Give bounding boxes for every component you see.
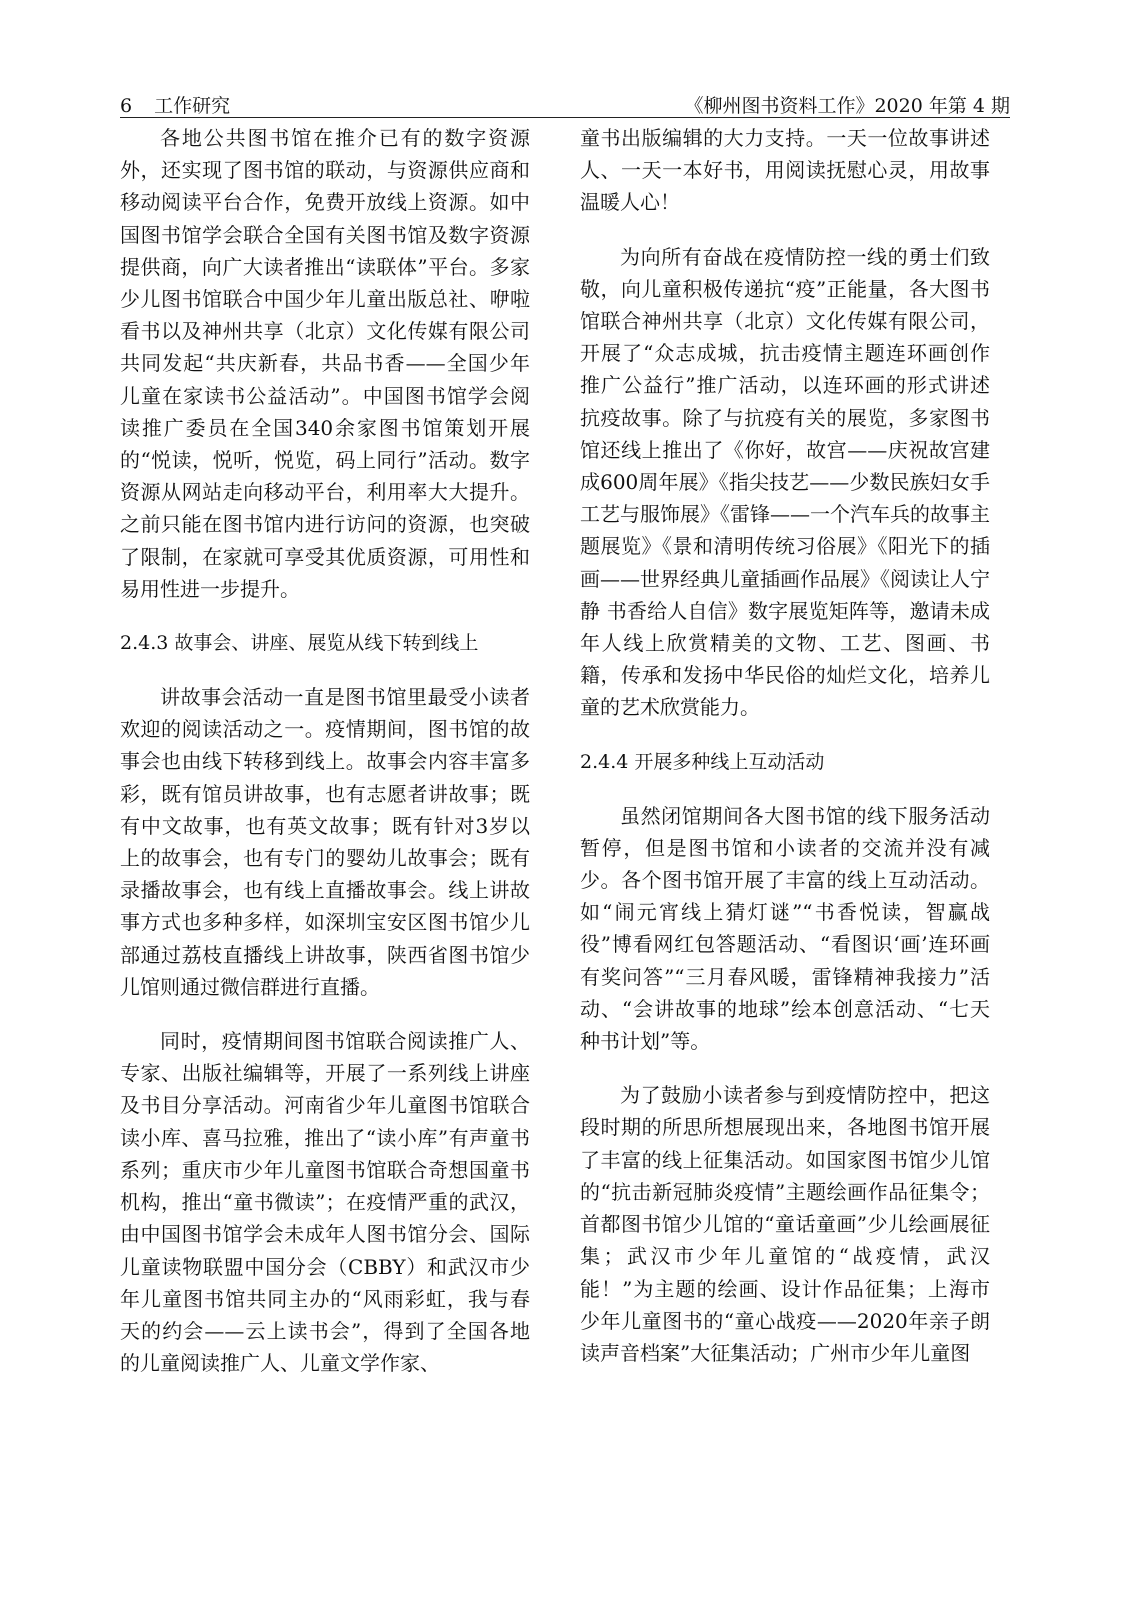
heading-2-4-4: 2.4.4 开展多种线上互动活动 <box>580 750 825 773</box>
header-left <box>120 92 230 120</box>
paragraph-story-sessions: 讲故事会活动一直是图书馆里最受小读者欢迎的阅读活动之一。疫情期间，图书馆的故事会也由线下转移到线上。故事会内容丰富多彩，既有馆员讲故事，也有志愿者讲故事；既有中文故事，也有英文故事；既有针对3岁以上的故事会，也有专门的婴幼儿故事会；既有录播故事会，也有线上直播故事会。线上讲故事方式也多种多样，如深圳宝安区图书馆少儿部通过荔枝直播线上讲故事，陕西省图书馆少儿馆则通过微信群进行直播。 <box>120 685 530 999</box>
paragraph-interactive-activities: 虽然闭馆期间各大图书馆的线下服务活动暂停，但是图书馆和小读者的交流并没有减少。各个图书馆开展了丰富的线上互动活动。如“闹元宵线上猜灯谜”“书香悦读，智赢战役”博看网红包答题活动、“看图识‘画’连环画有奖问答”“三月春风暖，雷锋精神我接力”活动、“会讲故事的地球”绘本创意活动、“七天种书计划”等。 <box>580 803 990 1054</box>
page-number: 6 <box>120 95 133 117</box>
paragraph-lectures-continued: 童书出版编辑的大力支持。一天一位故事讲述人、一天一本好书，用阅读抚慰心灵，用故事温暖人心！ <box>580 126 990 215</box>
right-column <box>580 122 990 1369</box>
section-title: 工作研究 <box>154 95 231 117</box>
header-rule <box>120 117 1010 118</box>
paragraph-exhibitions: 为向所有奋战在疫情防控一线的勇士们致敬，向儿童积极传递抗“疫”正能量，各大图书馆联合神州共享（北京）文化传媒有限公司，开展了“众志成城，抗击疫情主题连环画创作推广公益行”推广活动，以连环画的形式讲述抗疫故事。除了与抗疫有关的展览，多家图书馆还线上推出了《你好，故宫——庆祝故宫建成600周年展》《指尖技艺——少数民族妇女手工艺与服饰展》《雷锋——一个汽车兵的故事主题展览》《景和清明传统习俗展》《阳光下的插画——世界经典儿童插画作品展》《阅读让人宁静 书香给人自信》数字展览矩阵等，邀请未成年人线上欣赏精美的文物、工艺、图画、书籍，传承和发扬中华民俗的灿烂文化，培养儿童的艺术欣赏能力。 <box>580 244 990 720</box>
journal-title: 《柳州图书资料工作》2020 年第 4 期 <box>684 95 1010 117</box>
left-column <box>120 122 530 1379</box>
paragraph-lectures: 同时，疫情期间图书馆联合阅读推广人、专家、出版社编辑等，开展了一系列线上讲座及书目分享活动。河南省少年儿童图书馆联合读小库、喜马拉雅，推出了“读小库”有声童书系列；重庆市少年儿童图书馆联合奇想国童书机构，推出“童书微读”；在疫情严重的武汉，由中国图书馆学会未成年人图书馆分会、国际儿童读物联盟中国分会（CBBY）和武汉市少年儿童图书馆共同主办的“风雨彩虹，我与春天的约会——云上读书会”，得到了全国各地的儿童阅读推广人、儿童文学作家、 <box>120 1029 530 1376</box>
heading-2-4-3: 2.4.3 故事会、讲座、展览从线下转到线上 <box>120 632 479 655</box>
paragraph-online-collection: 为了鼓励小读者参与到疫情防控中，把这段时期的所思所想展现出来，各地图书馆开展了丰富的线上征集活动。如国家图书馆少儿馆的“抗击新冠肺炎疫情”主题绘画作品征集令；首都图书馆少儿馆的“童话童画”少儿绘画展征集；武汉市少年儿童馆的“战疫情，武汉能！”为主题的绘画、设计作品征集；上海市少年儿童图书的“童心战疫——2020年亲子朗读声音档案”大征集活动；广州市少年儿童图 <box>580 1083 990 1365</box>
paragraph-digital-resources: 各地公共图书馆在推介已有的数字资源外，还实现了图书馆的联动，与资源供应商和移动阅读平台合作，免费开放线上资源。如中国图书馆学会联合全国有关图书馆及数字资源提供商，向广大读者推出“读联体”平台。多家少儿图书馆联合中国少年儿童出版总社、咿啦看书以及神州共享（北京）文化传媒有限公司共同发起“共庆新春，共品书香——全国少年儿童在家读书公益活动”。中国图书馆学会阅读推广委员在全国340余家图书馆策划开展的“悦读，悦听，悦览，码上同行”活动。数字资源从网站走向移动平台，利用率大大提升。之前只能在图书馆内进行访问的资源，也突破了限制，在家就可享受其优质资源，可用性和易用性进一步提升。 <box>120 126 530 601</box>
